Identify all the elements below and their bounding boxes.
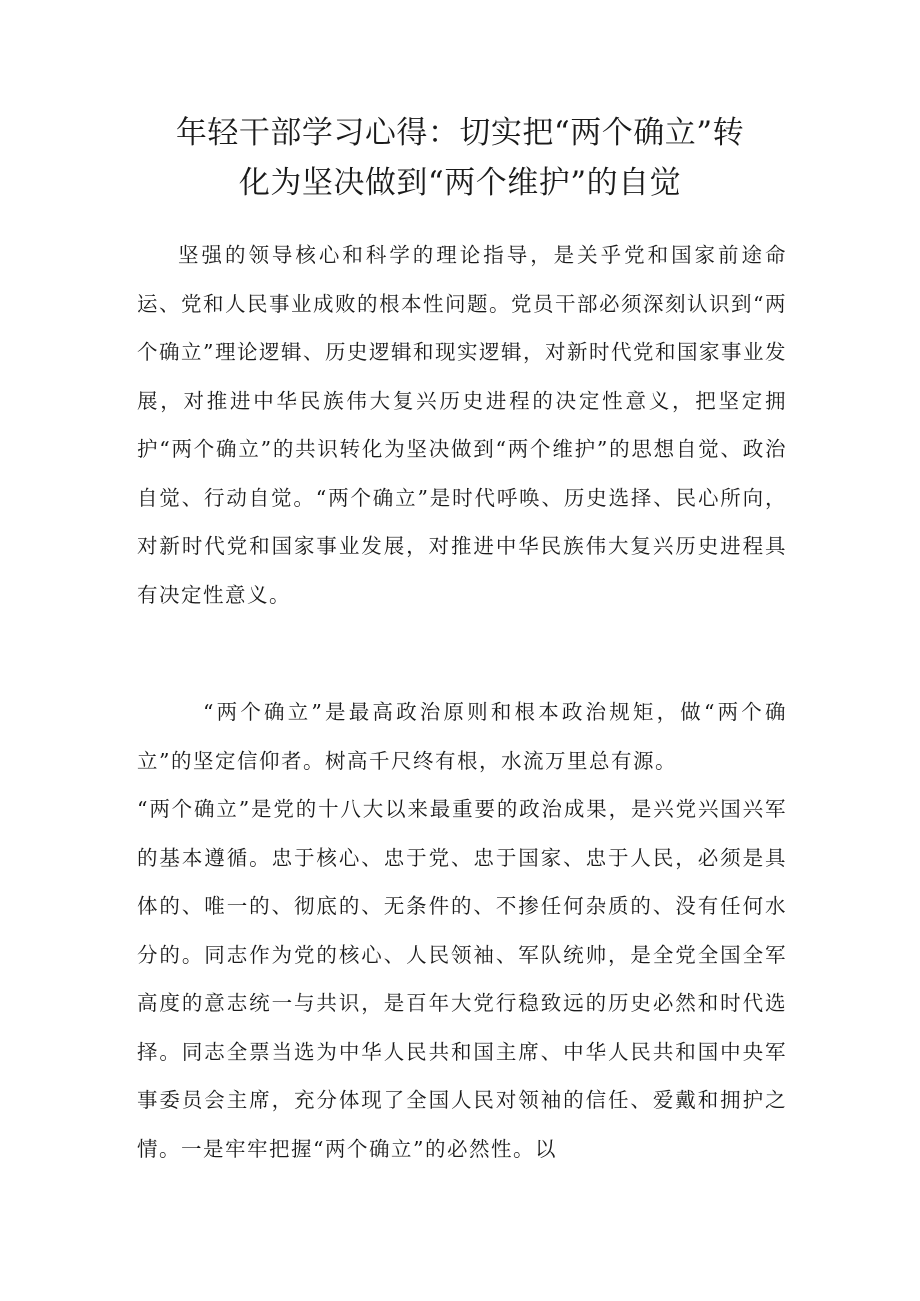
paragraph-2-body: “两个确立”是党的十八大以来最重要的政治成果，是兴党兴国兴军的基本遵循。忠于核心、忠于党、忠于国家、忠于人民，必须是具体的、唯一的、彻底的、无条件的、不掺任何杂质的、没有任何水分的。同志作为党的核心、人民领袖、军队统帅，是全党全国全军高度的意志统一与共识，是百年大党行稳致远的历史必然和时代选择。同志全票当选为中华人民共和国主席、中华人民共和国中央军事委员会主席，充分体现了全国人民对领袖的信任、爱戴和拥护之情。一是牢牢把握“两个确立”的必然性。以 xyxy=(137,797,787,1161)
title-line-1: 年轻干部学习心得：切实把“两个确立”转 xyxy=(175,115,745,151)
paragraph-2-intro: “两个确立”是最高政治原则和根本政治规矩，做“两个确立”的坚定信仰者。树高千尺终有根，水流万里总有源。 xyxy=(137,700,787,773)
document-title xyxy=(130,108,790,208)
title-line-2: 化为坚决做到“两个维护”的自觉 xyxy=(238,165,682,201)
paragraph-1: 坚强的领导核心和科学的理论指导，是关乎党和国家前途命运、党和人民事业成败的根本性问题。党员干部必须深刻认识到“两个确立”理论逻辑、历史逻辑和现实逻辑，对新时代党和国家事业发展，对推进中华民族伟大复兴历史进程的决定性意义，把坚定拥护“两个确立”的共识转化为坚决做到“两个维护”的思想自觉、政治自觉、行动自觉。“两个确立”是时代呼唤、历史选择、民心所向，对新时代党和国家事业发展，对推进中华民族伟大复兴历史进程具有决定性意义。 xyxy=(137,243,787,607)
paragraph-2 xyxy=(137,688,787,1173)
